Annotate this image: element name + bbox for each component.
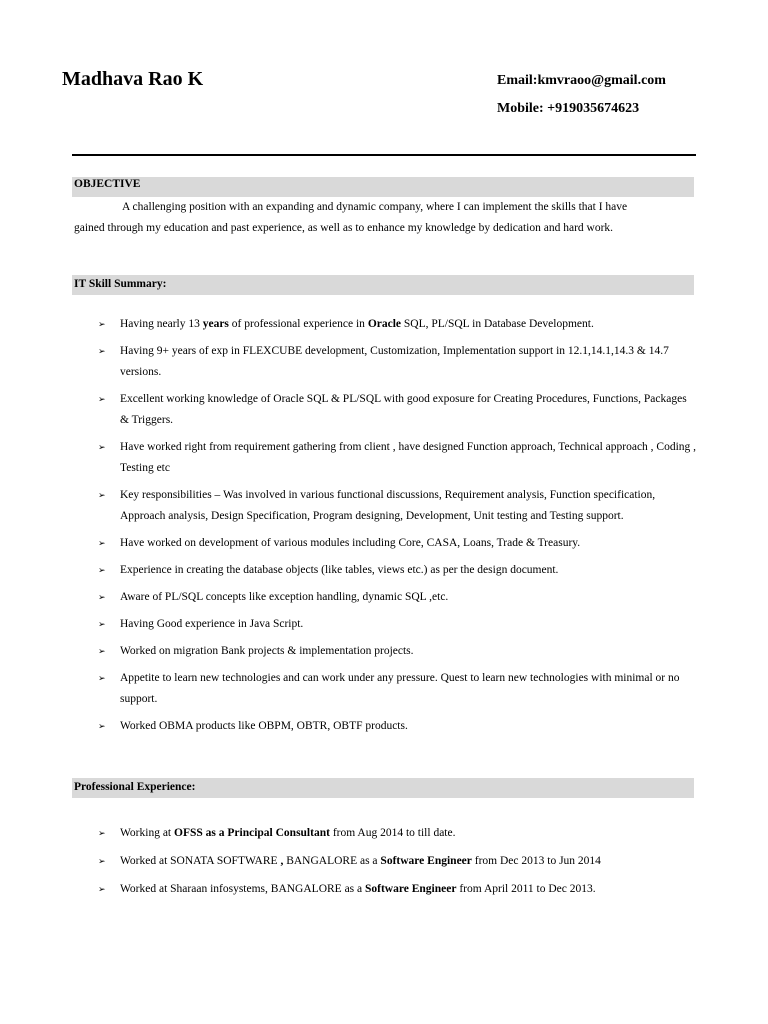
- objective-line-2: gained through my education and past experience, as well as to enhance my knowledge by dedication and hard work.: [74, 222, 614, 234]
- list-item: ➢ Working at OFSS as a Principal Consultant from Aug 2014 to till date.: [98, 823, 698, 844]
- arrow-bullet-icon: ➢: [98, 646, 106, 656]
- list-item: ➢ Worked at SONATA SOFTWARE , BANGALORE as a Software Engineer from Dec 2013 to Jun 2014: [98, 851, 698, 872]
- list-item: ➢ Having nearly 13 years of professional experience in Oracle SQL, PL/SQL in Database Development.: [98, 314, 698, 335]
- list-item: ➢ Excellent working knowledge of Oracle SQL & PL/SQL with good exposure for Creating Procedures, Functions, Packages & Triggers.: [98, 389, 698, 431]
- list-item: ➢ Experience in creating the database objects (like tables, views etc.) as per the design document.: [98, 560, 698, 581]
- mobile-text: Mobile: +919035674623: [497, 101, 640, 116]
- arrow-bullet-icon: ➢: [98, 538, 106, 548]
- arrow-bullet-icon: ➢: [98, 619, 106, 629]
- arrow-bullet-icon: ➢: [98, 592, 106, 602]
- list-item: ➢ Having 9+ years of exp in FLEXCUBE development, Customization, Implementation support in 12.1,14.1,14.3 & 14.7 versions.: [98, 341, 698, 383]
- list-item: ➢ Have worked right from requirement gathering from client , have designed Function approach, Technical approach , Coding , Testing etc: [98, 437, 698, 479]
- arrow-bullet-icon: ➢: [98, 828, 106, 838]
- arrow-bullet-icon: ➢: [98, 565, 106, 575]
- arrow-bullet-icon: ➢: [98, 721, 106, 731]
- arrow-bullet-icon: ➢: [98, 856, 106, 866]
- arrow-bullet-icon: ➢: [98, 319, 106, 329]
- experience-heading: Professional Experience:: [72, 778, 694, 798]
- experience-list: [98, 823, 698, 900]
- list-item: ➢ Worked on migration Bank projects & implementation projects.: [98, 641, 698, 662]
- arrow-bullet-icon: ➢: [98, 884, 106, 894]
- list-item: ➢ Worked OBMA products like OBPM, OBTR, OBTF products.: [98, 716, 698, 737]
- list-item: ➢ Appetite to learn new technologies and can work under any pressure. Quest to learn new technologies with minimal or no support.: [98, 668, 698, 710]
- objective-heading: OBJECTIVE: [72, 177, 694, 197]
- objective-text: [74, 197, 694, 239]
- arrow-bullet-icon: ➢: [98, 442, 106, 452]
- objective-line-1: A challenging position with an expanding and dynamic company, where I can implement the skills that I have: [122, 201, 628, 213]
- list-item: ➢ Aware of PL/SQL concepts like exception handling, dynamic SQL ,etc.: [98, 587, 698, 608]
- email-text: Email:kmvraoo@gmail.com: [497, 73, 666, 88]
- list-item: ➢ Key responsibilities – Was involved in various functional discussions, Requirement analysis, Function specification, Approach analysis, Design Specification, Program designing, Development, Unit testing and Testing support.: [98, 485, 698, 527]
- header-divider: [72, 154, 696, 156]
- skills-heading: IT Skill Summary:: [72, 275, 694, 295]
- arrow-bullet-icon: ➢: [98, 673, 106, 683]
- arrow-bullet-icon: ➢: [98, 346, 106, 356]
- arrow-bullet-icon: ➢: [98, 490, 106, 500]
- arrow-bullet-icon: ➢: [98, 394, 106, 404]
- list-item: ➢ Having Good experience in Java Script.: [98, 614, 698, 635]
- list-item: ➢ Worked at Sharaan infosystems, BANGALORE as a Software Engineer from April 2011 to Dec 2013.: [98, 879, 698, 900]
- list-item: ➢ Have worked on development of various modules including Core, CASA, Loans, Trade & Treasury.: [98, 533, 698, 554]
- candidate-name: Madhava Rao K: [62, 68, 204, 90]
- skills-list: [98, 314, 698, 737]
